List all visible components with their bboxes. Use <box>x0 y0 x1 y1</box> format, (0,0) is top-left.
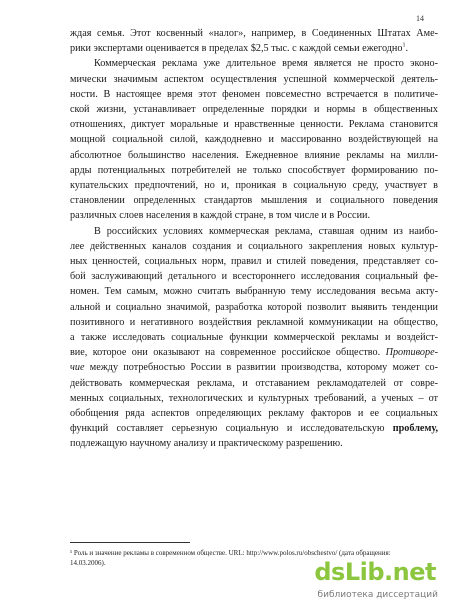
text-line: купательских предпочтений, но и, проникая в социальную среду, участвует в <box>70 180 438 192</box>
text-line: становлении определенных стандартов мышления и социального поведения <box>70 195 438 207</box>
footnote-line: ¹ Роль и значение рекламы в современном обществе. URL: http://www.polos.ru/obschestvo/ (дата обращения: <box>70 549 391 557</box>
text-line: арды потенциальных потребителей не только способствует формированию по- <box>70 164 438 176</box>
text-line: различных слоев населения в каждой стране, в том числе и в России. <box>70 210 371 222</box>
page-number: 14 <box>416 14 424 23</box>
text-line: действовать коммерческая реклама, и отставанием рекламодателей от совре- <box>70 377 438 389</box>
watermark-tagline: библиотека диссертаций <box>317 590 438 600</box>
footnote-marker: 1 <box>402 42 406 49</box>
text-line: мически значимым аспектом осуществления успешной коммерческой деятель- <box>70 73 438 85</box>
text-line: а также исследовать социальные функции коммерческой рекламы и воздейст- <box>70 332 438 344</box>
footnote-divider <box>70 542 190 543</box>
text-line: менных социальных, технологических и культурных требований, а ученых – от <box>70 392 438 404</box>
text-line: отношениях, диктует моральные и нравственные ценности. Реклама становится <box>70 119 438 131</box>
text-line: лее действенных каналов создания и социального закрепления новых культур- <box>70 240 438 252</box>
emphasis-text: чие <box>70 362 85 374</box>
text-line: альной и социально значимой, разработка которой позволит выявить тенденции <box>70 301 438 313</box>
text-line: ных ценностей, социальных норм, правил и стилей поведения, представляет со- <box>70 256 438 268</box>
text-line: бой заслуживающий детального и всестороннего исследования социальный фе- <box>70 271 438 283</box>
text-line: обобщения ряда аспектов определяющих рекламу факторов и ее социальных <box>70 408 438 420</box>
text-line: рики экспертами оценивается в пределах $2,5 тыс. с каждой семьи ежегодно$^1$. <box>70 42 409 55</box>
text-line: подлежащую научному анализу и практическому разрешению. <box>70 438 343 450</box>
text-line: ждая семья. Этот косвенный «налог», например, в Соединенных Штатах Аме- <box>70 28 438 39</box>
text-line: номен. Тем самым, можно считать выбранную тему исследования весьма акту- <box>70 286 438 298</box>
text-line: позитивного и негативного воздействия рекламной коммуникации на общество, <box>70 316 438 328</box>
footnote-line: 14.03.2006). <box>70 559 106 567</box>
text-line: мощной социальной силой, каждодневно и массированно воздействующей на <box>70 134 438 146</box>
paragraph-start: Коммерческая реклама уже длительное время является не просто эконо- <box>94 58 438 70</box>
emphasis-text: Противоре- <box>380 347 438 359</box>
body-text <box>70 26 438 452</box>
text-line: ской жизни, устанавливает определенные порядки и нормы в общественных <box>70 104 438 116</box>
text-line: чие между потребностью России в развитии производства, которому может со- <box>70 362 438 374</box>
text-line: функций составляет серьезную социальную и исследовательскую проблему, <box>70 423 438 435</box>
text-line: абсолютное большинство населения. Ежедневное влияние рекламы на милли- <box>70 149 438 161</box>
watermark <box>272 558 444 606</box>
paragraph-start: В российских условиях коммерческая реклама, ставшая одним из наибо- <box>94 225 438 237</box>
watermark-logo: dsLib.net <box>314 558 436 586</box>
bold-text: проблему, <box>384 423 438 435</box>
text-line: ности. В настоящее время этот феномен повсеместно встречается в политиче- <box>70 88 438 100</box>
text-line: вие, которое они оказывают на современное российское общество. Противоре- <box>70 347 438 359</box>
